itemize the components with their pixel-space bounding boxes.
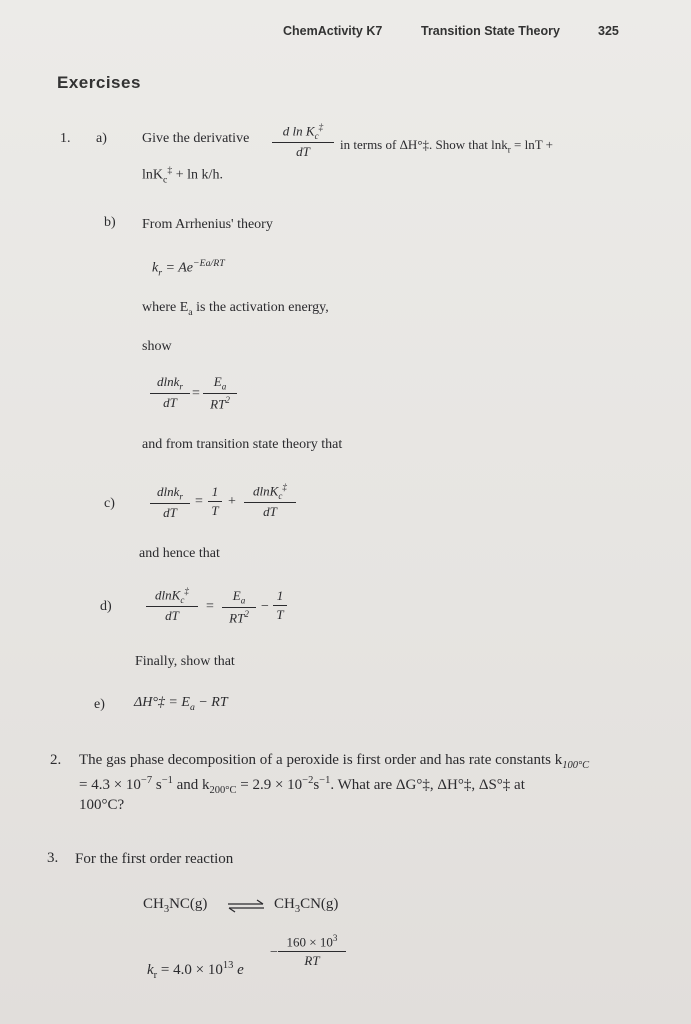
ex1c-frac3 [244,482,296,520]
ex1d-frac3-den: T [276,607,284,622]
ex3-number: 3. [47,850,59,866]
ex1e-eq-sub: a [189,701,195,713]
ex1b-show: show [142,339,172,354]
ex1b-where-text: where E [142,300,189,315]
ex1e-eq-rest: − RT [198,695,228,710]
ex1a-line2-sup: ‡ [167,165,173,176]
ex2-number: 2. [50,752,62,768]
ex2-line3: 100°C? [79,797,125,813]
ex1c-label: c) [104,496,115,511]
ex1c-frac1-num: dlnk [157,484,180,499]
ex1d-label: d) [100,599,112,614]
ex1b-arrhenius-eq [152,258,225,278]
ex1e-label: e) [94,697,105,712]
ex1c-frac3-num-sub: c [278,490,283,501]
ex1e-eq [134,695,228,713]
ex1a-text-give: Give the derivative [142,131,250,146]
ex1a-interms-sub: r [507,144,511,155]
ex1a-eq: = lnT + [514,137,554,152]
ex2-line2-sup4: −1 [319,775,331,786]
ex1d-finally: Finally, show that [135,654,235,669]
header-title: Transition State Theory [421,24,560,38]
ex1a-line2-sub: c [163,174,168,186]
ex2-line1-sub: 100°C [562,760,590,771]
ex1d-frac1-num: dlnK [155,587,181,603]
ex1d-frac1-den: dT [165,607,179,623]
ex1a-fraction [272,122,334,160]
ex3-reactant-sub: 3 [163,904,170,915]
ex1d-eq: = [206,599,214,614]
ex3-k-sup: 13 [222,960,234,971]
ex3-product-rest: CN(g) [300,896,339,912]
equilibrium-arrow-icon [226,899,266,913]
ex2-line1 [79,752,589,771]
ex1c-frac1-den: dT [163,504,177,520]
ex1a-frac-num-sub: c [314,130,319,141]
ex1b-frac1-num: dlnk [157,374,180,389]
ex1d-frac2-num: E [232,588,241,603]
ex1b-frac1-den: dT [163,394,177,410]
ex1a-interms: in terms of ΔH°‡. Show that lnk [340,137,508,152]
ex1a-frac-num: d ln K [282,123,315,139]
ex1c-eq: = [195,494,203,509]
ex3-k: k [147,962,154,978]
ex1b-eq-mid: = Ae [165,260,194,276]
ex1b-where-sub: a [188,306,193,318]
header-page-number: 325 [598,24,619,38]
ex1c-frac3-den: dT [263,503,277,519]
ex1b-where-rest: is the activation energy, [196,300,329,315]
ex1d-minus: − [261,599,269,614]
ex1b-eq-sub: r [158,267,163,279]
ex3-exp-minus: − [270,945,278,960]
ex1a-line2-lnk: lnK [142,167,163,183]
ex1b-eq-exp: −Ea/RT [193,258,225,269]
ex1a-text-interms [340,137,553,155]
ex3-product [274,896,338,915]
ex1a-frac-den: dT [296,143,310,159]
ex1c-frac2-den: T [211,503,219,518]
ex2-line2-sup3: −2 [302,775,314,786]
ex1d-frac1-num-sub: c [180,594,185,605]
ex3-exponent-fraction [278,933,346,969]
ex1c-plus: + [228,494,236,509]
exercises-title: Exercises [57,73,141,92]
ex1d-frac2-den: RT [229,609,245,625]
ex1b-eq-k: k [152,260,159,276]
ex2-line2-c: and k [176,777,210,793]
ex1a-frac-num-sup: ‡ [318,122,324,132]
ex1c-frac1-num-sub: r [179,491,183,502]
ex1b-where [142,300,329,318]
ex3-reactant-ch: CH [143,896,164,912]
ex1b-tst-text: and from transition state theory that [142,437,343,452]
ex1a-line2 [142,165,223,185]
ex1b-eq-sign: = [192,386,200,401]
ex2-line2 [79,775,525,796]
ex1b-frac2-den-sup: 2 [225,394,230,405]
ex1a-label: a) [96,131,107,146]
ex1b-frac2-num: E [213,374,222,389]
ex1c-frac1 [150,484,190,521]
ex1b-text: From Arrhenius' theory [142,217,273,232]
ex1b-frac2 [203,374,237,412]
ex1-number: 1. [60,131,71,146]
ex2-line2-sup1: −7 [140,775,153,786]
ex3-k-eq: = 4.0 × 10 [160,962,223,978]
ex2-line2-sup2: −1 [161,775,173,786]
ex1b-frac2-den: RT [210,395,226,411]
ex1c-frac3-num-sup: ‡ [282,482,287,492]
ex1d-frac2-den-sup: 2 [244,608,249,619]
ex3-rate-eq [147,960,244,981]
ex1d-frac2-num-sub: a [240,595,246,606]
ex3-reactant [143,896,207,915]
ex1b-frac1 [150,374,190,411]
ex2-line2-e: s [313,777,320,793]
ex2-line2-a: = 4.3 × 10 [79,777,141,793]
ex2-line2-b: s [155,777,162,793]
ex1d-frac1-num-sup: ‡ [184,586,189,596]
ex3-k-e: e [237,962,244,978]
ex3-exp-den: RT [304,953,320,969]
ex1b-frac2-num-sub: a [221,381,227,392]
ex1c-frac2-num: 1 [211,484,219,499]
header-activity: ChemActivity K7 [283,24,383,38]
ex1c-frac3-num: dlnK [253,483,279,499]
ex1b-label: b) [104,215,116,230]
ex2-line2-sub: 200°C [209,785,237,796]
ex2-line2-f: . What are ΔG°‡, ΔH°‡, ΔS°‡ at [330,777,525,793]
ex3-exp-num: 160 × 10 [286,934,333,950]
ex1d-frac3 [273,588,287,623]
ex3-k-sub: r [153,970,158,981]
ex1d-frac3-num: 1 [276,588,284,603]
ex3-text: For the first order reaction [75,851,234,867]
ex1c-hence: and hence that [139,546,220,561]
ex3-exp-num-sup: 3 [332,933,338,943]
ex2-line1-text: The gas phase decomposition of a peroxide is first order and has rate constants k [79,752,563,768]
ex3-product-sub: 3 [294,904,301,915]
ex1c-frac2 [208,484,222,519]
ex1e-eq-left: ΔH°‡ = E [134,695,190,710]
ex3-product-ch: CH [274,896,295,912]
ex2-line2-d: = 2.9 × 10 [240,777,303,793]
ex3-reactant-rest: NC(g) [169,896,208,912]
ex1a-line2-rest: + ln k/h. [175,167,223,183]
ex1d-frac1 [146,586,198,624]
ex1d-frac2 [222,588,256,626]
ex1b-frac1-num-sub: r [179,381,183,392]
